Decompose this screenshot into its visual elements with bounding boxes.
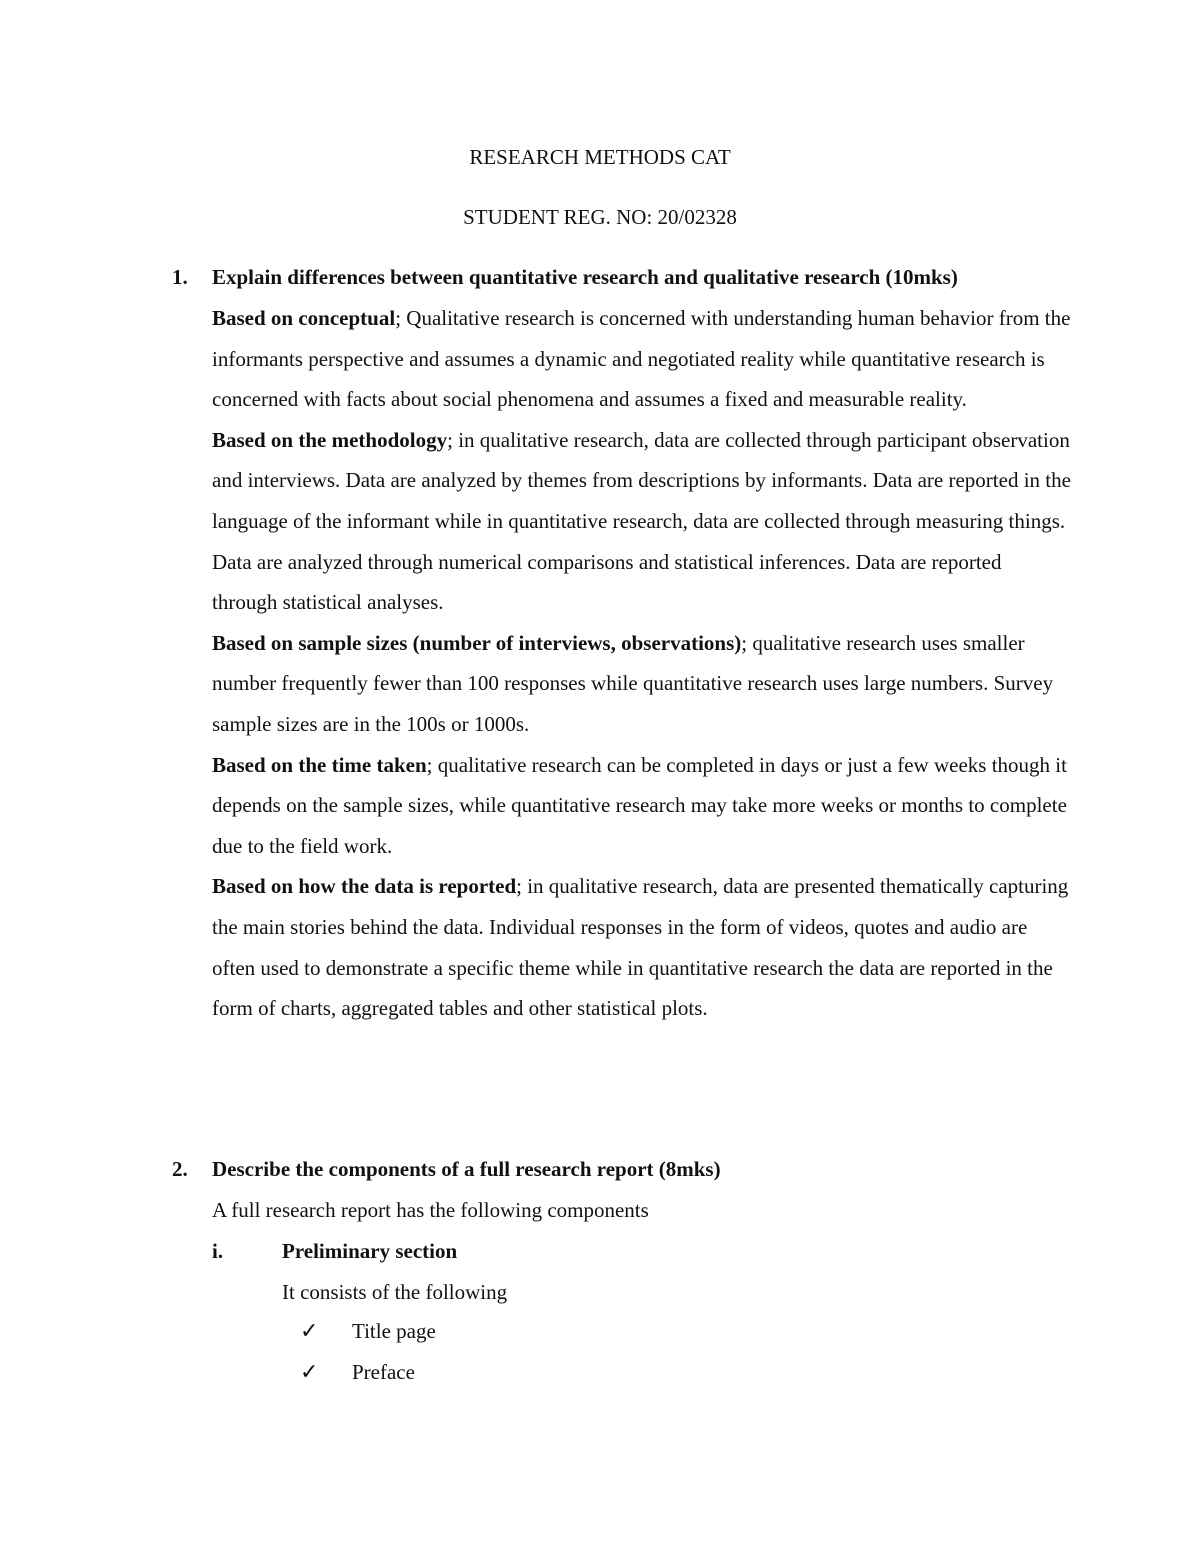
question-2-text: Describe the components of a full research report (8mks) [212, 1157, 721, 1181]
section-title: Preliminary section [282, 1239, 458, 1263]
checkmark-icon: ✓ [300, 1318, 319, 1343]
list-item-label: Title page [352, 1319, 436, 1343]
checkmark-icon: ✓ [300, 1359, 319, 1384]
section-number: i. [212, 1239, 224, 1263]
student-reg-number: STUDENT REG. NO: 20/02328 [463, 205, 737, 229]
answer-paragraph [212, 298, 1072, 420]
paragraph-label: Based on the time taken [212, 752, 427, 777]
paragraph-text: ; in qualitative research, data are collected through participant observation and interviews. Data are analyzed by themes from descriptions by informants. Data are reported in the language of the informant while in quantitative research, data are collected through measuring things. Data are analyzed through numerical comparisons and statistical inferences. Data are reported through statistical analyses. [212, 427, 1071, 615]
paragraph-text: ; qualitative research can be completed in days or just a few weeks though it depends on the sample sizes, while quantitative research may take more weeks or months to complete due to the field work. [212, 752, 1067, 858]
paragraph-text: ; qualitative research uses smaller number frequently fewer than 100 responses while quantitative research uses large numbers. Survey sample sizes are in the 100s or 1000s. [212, 630, 1054, 736]
list-item-label: Preface [352, 1360, 415, 1384]
question-2-intro: A full research report has the following components [212, 1198, 649, 1222]
section-heading [212, 1238, 457, 1264]
answer-paragraph [212, 623, 1072, 745]
question-2-number: 2. [172, 1157, 188, 1181]
list-item [300, 1359, 415, 1385]
question-1-number: 1. [172, 265, 188, 289]
section-intro: It consists of the following [282, 1280, 508, 1304]
question-1-answer [212, 298, 1072, 1029]
list-item [300, 1318, 436, 1344]
answer-paragraph [212, 420, 1072, 623]
question-1 [172, 264, 958, 290]
paragraph-label: Based on sample sizes (number of interviews, observations) [212, 630, 742, 655]
paragraph-label: Based on conceptual [212, 306, 396, 330]
paragraph-text: ; Qualitative research is concerned with understanding human behavior from the informants perspective and assumes a dynamic and negotiated reality while quantitative research is concerned with facts about social phenomena and assumes a fixed and measurable reality. [212, 306, 1071, 412]
document-title: RESEARCH METHODS CAT [469, 145, 731, 169]
paragraph-text: ; in qualitative research, data are presented thematically capturing the main stories behind the data. Individual responses in the form of videos, quotes and audio are often used to demonstrate a specific theme while in quantitative research the data are reported in the form of charts, aggregated tables and other statistical plots. [212, 874, 1069, 1021]
question-1-text: Explain differences between quantitative research and qualitative research (10mks) [212, 265, 958, 289]
answer-paragraph [212, 745, 1072, 867]
question-2 [172, 1156, 721, 1182]
answer-paragraph [212, 866, 1072, 1028]
paragraph-label: Based on how the data is reported [212, 874, 517, 899]
paragraph-label: Based on the methodology [212, 427, 448, 452]
